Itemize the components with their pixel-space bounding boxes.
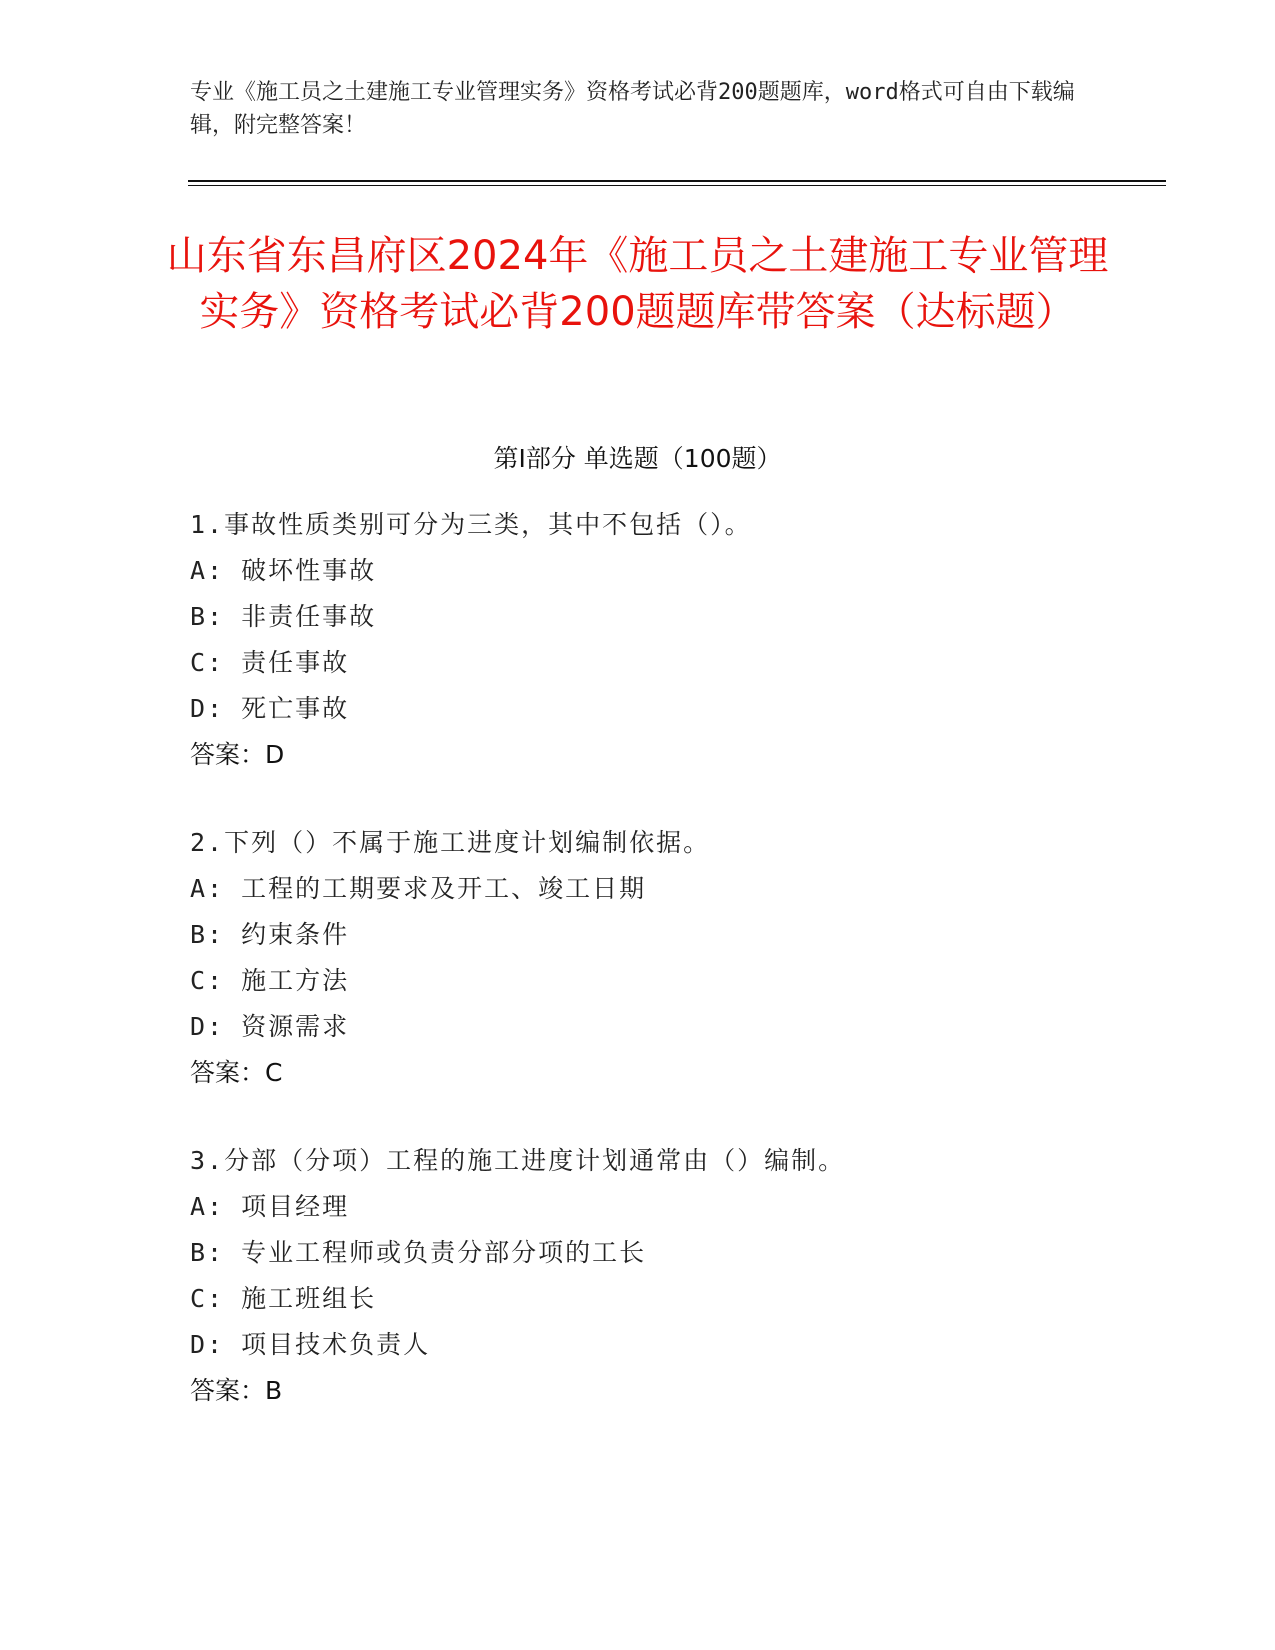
answer-line: 答案：C bbox=[190, 1058, 283, 1087]
option-c: C: 施工班组长 bbox=[190, 1284, 377, 1313]
option-b: B: 专业工程师或负责分部分项的工长 bbox=[190, 1238, 647, 1267]
section-title: 第Ⅰ部分 单选题（100题） bbox=[493, 444, 782, 473]
header-note: 专业《施工员之土建施工专业管理实务》资格考试必背200题题库，word格式可自由下载编辑，附完整答案！ bbox=[190, 80, 1075, 138]
option-d: D: 资源需求 bbox=[190, 1012, 350, 1041]
header-divider bbox=[188, 180, 1166, 182]
question-1 bbox=[190, 502, 1090, 778]
header-divider-thin bbox=[188, 185, 1166, 186]
option-d: D: 死亡事故 bbox=[190, 694, 350, 723]
answer-line: 答案：B bbox=[190, 1376, 283, 1405]
option-b: B: 非责任事故 bbox=[190, 602, 377, 631]
option-c: C: 责任事故 bbox=[190, 648, 350, 677]
answer-line: 答案：D bbox=[190, 740, 285, 769]
question-stem: 3.分部（分项）工程的施工进度计划通常由（）编制。 bbox=[190, 1146, 846, 1175]
question-3 bbox=[190, 1138, 1090, 1414]
document-title: 山东省东昌府区2024年《施工员之土建施工专业管理实务》资格考试必背200题题库带答案（达标题） bbox=[166, 233, 1109, 335]
option-a: A: 项目经理 bbox=[190, 1192, 350, 1221]
option-a: A: 工程的工期要求及开工、竣工日期 bbox=[190, 874, 647, 903]
question-stem: 1.事故性质类别可分为三类，其中不包括（）。 bbox=[190, 510, 752, 539]
question-stem: 2.下列（）不属于施工进度计划编制依据。 bbox=[190, 828, 711, 857]
option-c: C: 施工方法 bbox=[190, 966, 350, 995]
option-a: A: 破坏性事故 bbox=[190, 556, 377, 585]
option-b: B: 约束条件 bbox=[190, 920, 350, 949]
option-d: D: 项目技术负责人 bbox=[190, 1330, 431, 1359]
question-2 bbox=[190, 820, 1090, 1096]
